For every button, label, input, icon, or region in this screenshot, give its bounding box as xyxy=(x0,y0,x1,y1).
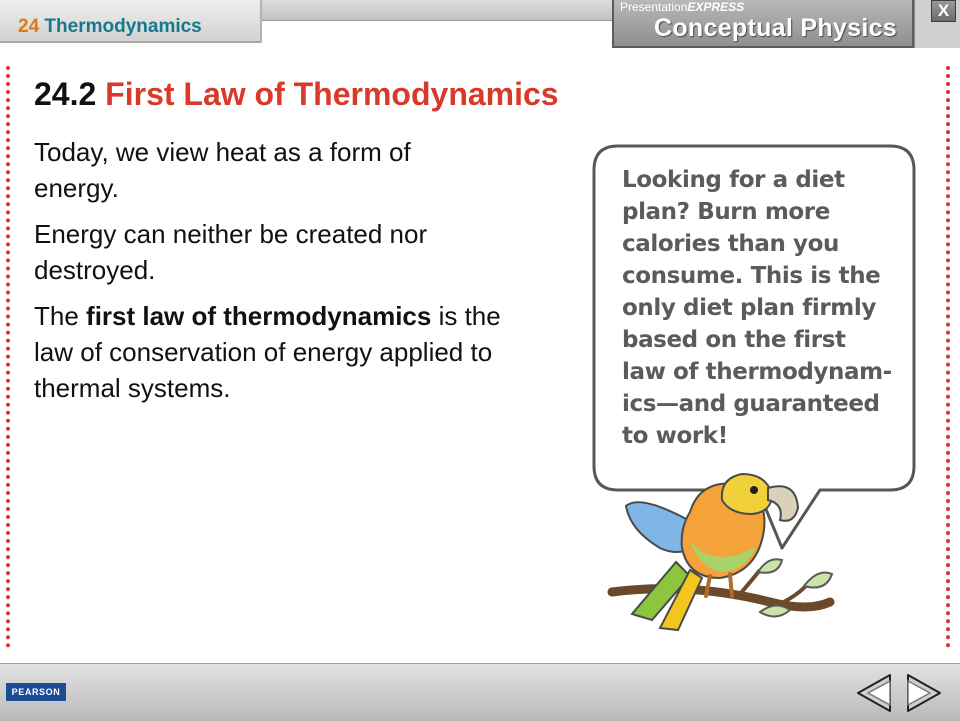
section-number: 24.2 xyxy=(34,76,97,112)
next-slide-icon xyxy=(908,675,940,711)
first-law-term: first law of thermodynamics xyxy=(86,301,432,331)
section-title: First Law of Thermodynamics xyxy=(105,76,559,112)
paragraph-heat: Today, we view heat as a form of energy. xyxy=(34,137,411,203)
bubble-line: consume. This is the xyxy=(622,263,881,289)
next-slide-button[interactable] xyxy=(902,673,944,713)
chapter-number: 24 xyxy=(18,16,40,37)
pearson-logo: PEARSON xyxy=(6,683,66,701)
bubble-line: calories than you xyxy=(622,231,840,257)
bubble-line: law of thermodynam- xyxy=(622,359,892,385)
close-button[interactable]: X xyxy=(931,0,956,22)
first-law-prefix: The xyxy=(34,301,87,331)
bubble-line: ics—and guaranteed xyxy=(622,391,880,417)
first-law-suffix: is the law of conservation of energy applied to thermal systems. xyxy=(34,301,501,403)
bubble-line: to work! xyxy=(622,423,728,449)
bubble-line: based on the first xyxy=(622,327,846,353)
paragraph-energy: Energy can neither be created nor destroyed. xyxy=(34,219,428,285)
bubble-line: plan? Burn more xyxy=(622,199,830,225)
previous-slide-icon xyxy=(858,675,890,711)
footer-bar xyxy=(0,663,960,721)
logo-prefix: Presentation xyxy=(620,0,688,14)
previous-slide-button[interactable] xyxy=(854,673,896,713)
speech-bubble-text xyxy=(622,164,892,452)
chapter-name: Thermodynamics xyxy=(44,16,202,37)
bubble-line: only diet plan firmly xyxy=(622,295,876,321)
logo-express: EXPRESS xyxy=(687,0,745,14)
logo-title: Conceptual Physics xyxy=(654,14,897,42)
bubble-line: Looking for a diet xyxy=(622,167,845,193)
